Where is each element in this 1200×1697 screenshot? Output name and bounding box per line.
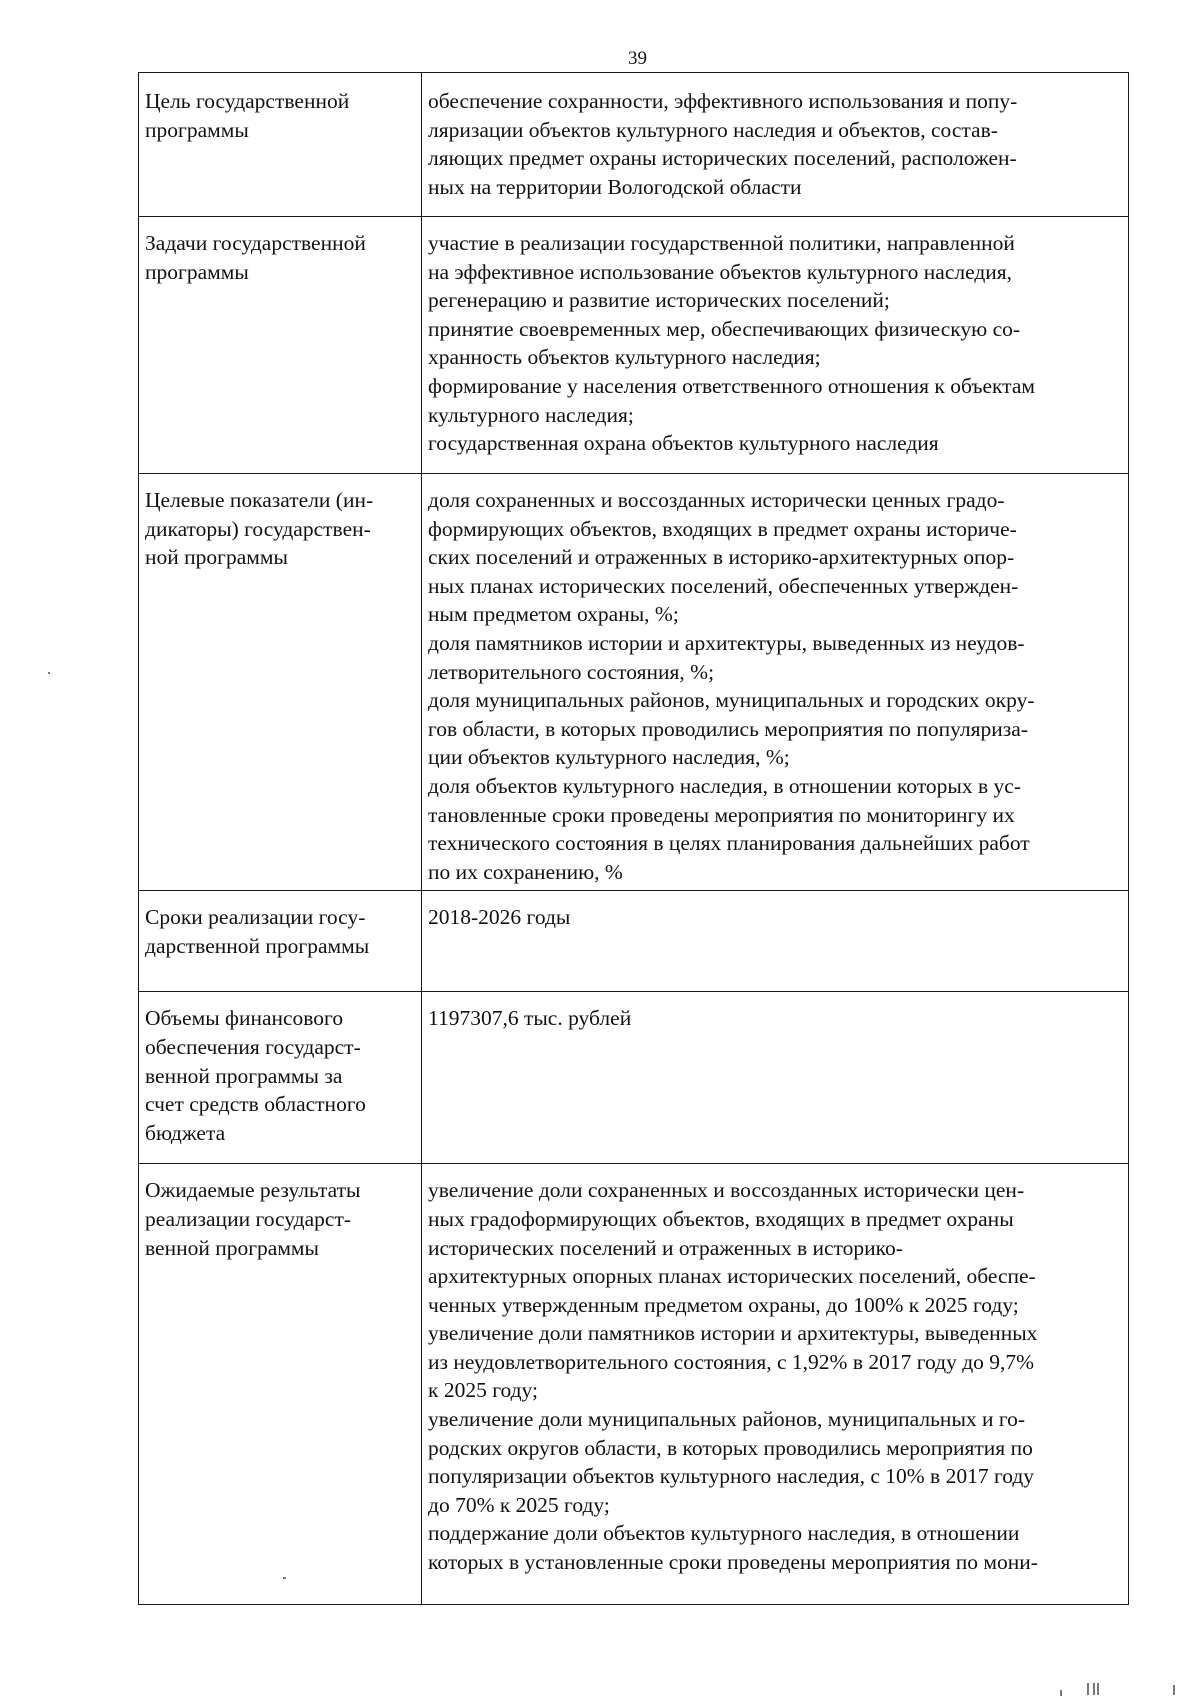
label-line: обеспечения государст-: [145, 1034, 361, 1059]
table-row-indicators: [139, 474, 1129, 891]
value-line: поддержание доли объектов культурного наследия, в отношении: [428, 1521, 1020, 1546]
value-line: по их сохранению, %: [428, 859, 623, 884]
scan-speck: [1173, 1685, 1175, 1695]
label-line: счет средств областного: [145, 1092, 366, 1117]
value-line: ченных утвержденным предметом охраны, до 100% к 2025 году;: [428, 1292, 1019, 1317]
label-cell: [139, 217, 422, 474]
value-line: популяризации объектов культурного наследия, с 10% в 2017 году: [428, 1464, 1035, 1489]
value-line: участие в реализации государственной политики, направленной: [428, 231, 1015, 255]
page-number: 39: [628, 48, 647, 69]
value-line: ных градоформирующих объектов, входящих в предмет охраны: [428, 1206, 1014, 1231]
value-cell: [422, 1164, 1129, 1605]
table-row-goal: [139, 73, 1129, 217]
value-cell: [422, 217, 1129, 474]
label-cell: [139, 992, 422, 1164]
value-line: тановленные сроки проведены мероприятия по мониторингу их: [428, 802, 1015, 827]
label-line: Цель государственной: [145, 89, 350, 113]
value-line: которых в установленные сроки проведены мероприятия по мони-: [428, 1550, 1038, 1575]
value-line: ских поселений и отраженных в историко-архитектурных опор-: [428, 545, 1015, 570]
value-line: летворительного состояния, %;: [428, 659, 715, 684]
value-line: формирующих объектов, входящих в предмет охраны историче-: [428, 516, 1017, 541]
scan-speck: [1087, 1683, 1089, 1695]
value-cell: [422, 73, 1129, 217]
value-line: доля памятников истории и архитектуры, выведенных из неудов-: [428, 630, 1025, 655]
label-cell: [139, 891, 422, 992]
value-line: ции объектов культурного наследия, %;: [428, 745, 790, 770]
table-row-funding: [139, 992, 1129, 1164]
table-row-terms: [139, 891, 1129, 992]
value-line: из неудовлетворительного состояния, с 1,92% в 2017 году до 9,7%: [428, 1349, 1035, 1374]
scan-speck: [1093, 1683, 1095, 1695]
value-line: 2018-2026 годы: [428, 905, 571, 930]
value-line: доля муниципальных районов, муниципальных и городских окру-: [428, 688, 1035, 713]
value-line: технического состояния в целях планирования дальнейших работ: [428, 831, 1030, 856]
label-line: Сроки реализации госу-: [145, 905, 366, 930]
label-line: Задачи государственной: [145, 231, 366, 255]
value-line: принятие своевременных мер, обеспечивающих физическую со-: [428, 316, 1021, 341]
scan-speck: [48, 672, 50, 674]
scan-speck: [1060, 1690, 1062, 1696]
scan-speck: [1097, 1683, 1099, 1695]
label-line: Объемы финансового: [145, 1006, 344, 1031]
value-line: доля объектов культурного наследия, в отношении которых в ус-: [428, 773, 1021, 798]
value-cell: [422, 992, 1129, 1164]
label-line: дикаторы) государствен-: [145, 516, 371, 541]
value-line: на эффективное использование объектов культурного наследия,: [428, 259, 1013, 284]
value-line: родских округов области, в которых проводились мероприятия по: [428, 1435, 1033, 1460]
value-line: хранность объектов культурного наследия;: [428, 345, 821, 370]
value-line: ных на территории Вологодской области: [428, 174, 802, 199]
label-cell: [139, 474, 422, 891]
value-line: архитектурных опорных планах исторических поселений, обеспе-: [428, 1264, 1036, 1289]
value-line: государственная охрана объектов культурного наследия: [428, 431, 939, 456]
label-cell: [139, 73, 422, 217]
table-row-results: [139, 1164, 1129, 1605]
value-line: гов области, в которых проводились мероприятия по популяриза-: [428, 716, 1028, 741]
value-line: ных планах исторических поселений, обеспеченных утвержден-: [428, 573, 1019, 598]
label-line: Целевые показатели (ин-: [145, 488, 374, 512]
label-line: ной программы: [145, 545, 288, 570]
passport-table: [138, 72, 1129, 1605]
value-line: увеличение доли муниципальных районов, муниципальных и го-: [428, 1407, 1026, 1432]
label-line: венной программы за: [145, 1063, 343, 1088]
label-line: программы: [145, 259, 249, 284]
value-line: к 2025 году;: [428, 1378, 538, 1403]
value-line: формирование у населения ответственного отношения к объектам: [428, 373, 1035, 398]
value-line: ляризации объектов культурного наследия и объектов, состав-: [428, 117, 998, 142]
label-line: бюджета: [145, 1120, 226, 1145]
scan-speck: [283, 1577, 286, 1579]
table-row-tasks: [139, 217, 1129, 474]
label-line: реализации государст-: [145, 1206, 352, 1231]
value-cell: [422, 474, 1129, 891]
value-line: 1197307,6 тыс. рублей: [428, 1006, 632, 1031]
value-line: до 70% к 2025 году;: [428, 1492, 610, 1517]
value-cell: [422, 891, 1129, 992]
value-line: увеличение доли памятников истории и архитектуры, выведенных: [428, 1321, 1038, 1346]
value-line: увеличение доли сохраненных и воссозданных исторически цен-: [428, 1178, 1025, 1203]
value-line: доля сохраненных и воссозданных исторически ценных градо-: [428, 488, 1005, 512]
value-line: обеспечение сохранности, эффективного использования и попу-: [428, 89, 1018, 113]
label-line: Ожидаемые результаты: [145, 1178, 361, 1203]
value-line: культурного наследия;: [428, 402, 634, 427]
label-cell: [139, 1164, 422, 1605]
label-line: дарственной программы: [145, 933, 370, 958]
label-line: программы: [145, 117, 249, 142]
value-line: регенерацию и развитие исторических поселений;: [428, 288, 890, 313]
label-line: венной программы: [145, 1235, 319, 1260]
value-line: исторических поселений и отраженных в историко-: [428, 1235, 903, 1260]
value-line: ляющих предмет охраны исторических поселений, расположен-: [428, 146, 1017, 171]
value-line: ным предметом охраны, %;: [428, 602, 679, 627]
